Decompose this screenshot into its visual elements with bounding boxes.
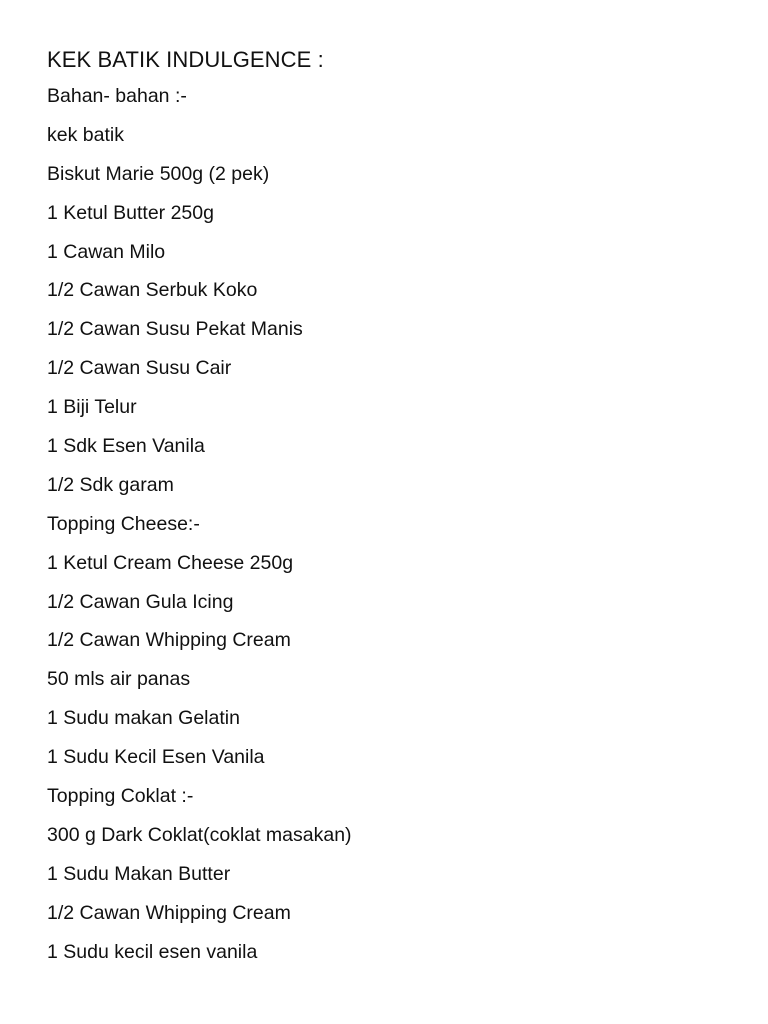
- section-heading-topping-cheese: Topping Cheese:-: [47, 512, 200, 535]
- ingredient-line: 1 Sudu Kecil Esen Vanila: [47, 746, 265, 769]
- ingredient-line: 300 g Dark Coklat(coklat masakan): [47, 823, 352, 846]
- section-heading-topping-coklat: Topping Coklat :-: [47, 785, 194, 808]
- ingredient-line: 1/2 Cawan Whipping Cream: [47, 629, 291, 652]
- ingredient-line: 1 Cawan Milo: [47, 240, 166, 263]
- ingredient-line: 1 Sdk Esen Vanila: [47, 435, 205, 458]
- recipe-lines: [47, 82, 737, 976]
- ingredient-line: 1 Sudu makan Gelatin: [47, 707, 240, 730]
- ingredient-line: 1/2 Cawan Whipping Cream: [47, 901, 291, 924]
- ingredient-line: 1/2 Sdk garam: [47, 473, 174, 496]
- ingredient-line: 1 Ketul Butter 250g: [47, 201, 214, 224]
- ingredient-line: 1/2 Cawan Gula Icing: [47, 590, 234, 613]
- ingredient-line: Biskut Marie 500g (2 pek): [47, 162, 270, 185]
- section-heading-ingredients: Bahan- bahan :-: [47, 85, 187, 107]
- subheading-kek-batik: kek batik: [47, 123, 124, 146]
- ingredient-line: 1/2 Cawan Serbuk Koko: [47, 279, 258, 302]
- ingredient-line: 1/2 Cawan Susu Pekat Manis: [47, 318, 303, 341]
- ingredient-line: 1/2 Cawan Susu Cair: [47, 357, 232, 380]
- document-page: [47, 44, 737, 976]
- ingredient-line: 50 mls air panas: [47, 668, 191, 691]
- ingredient-line: 1 Ketul Cream Cheese 250g: [47, 551, 294, 574]
- ingredient-line: 1 Sudu Makan Butter: [47, 862, 231, 885]
- ingredient-line: 1 Biji Telur: [47, 396, 137, 419]
- document-title: KEK BATIK INDULGENCE :: [47, 47, 324, 72]
- ingredient-line: 1 Sudu kecil esen vanila: [47, 940, 258, 963]
